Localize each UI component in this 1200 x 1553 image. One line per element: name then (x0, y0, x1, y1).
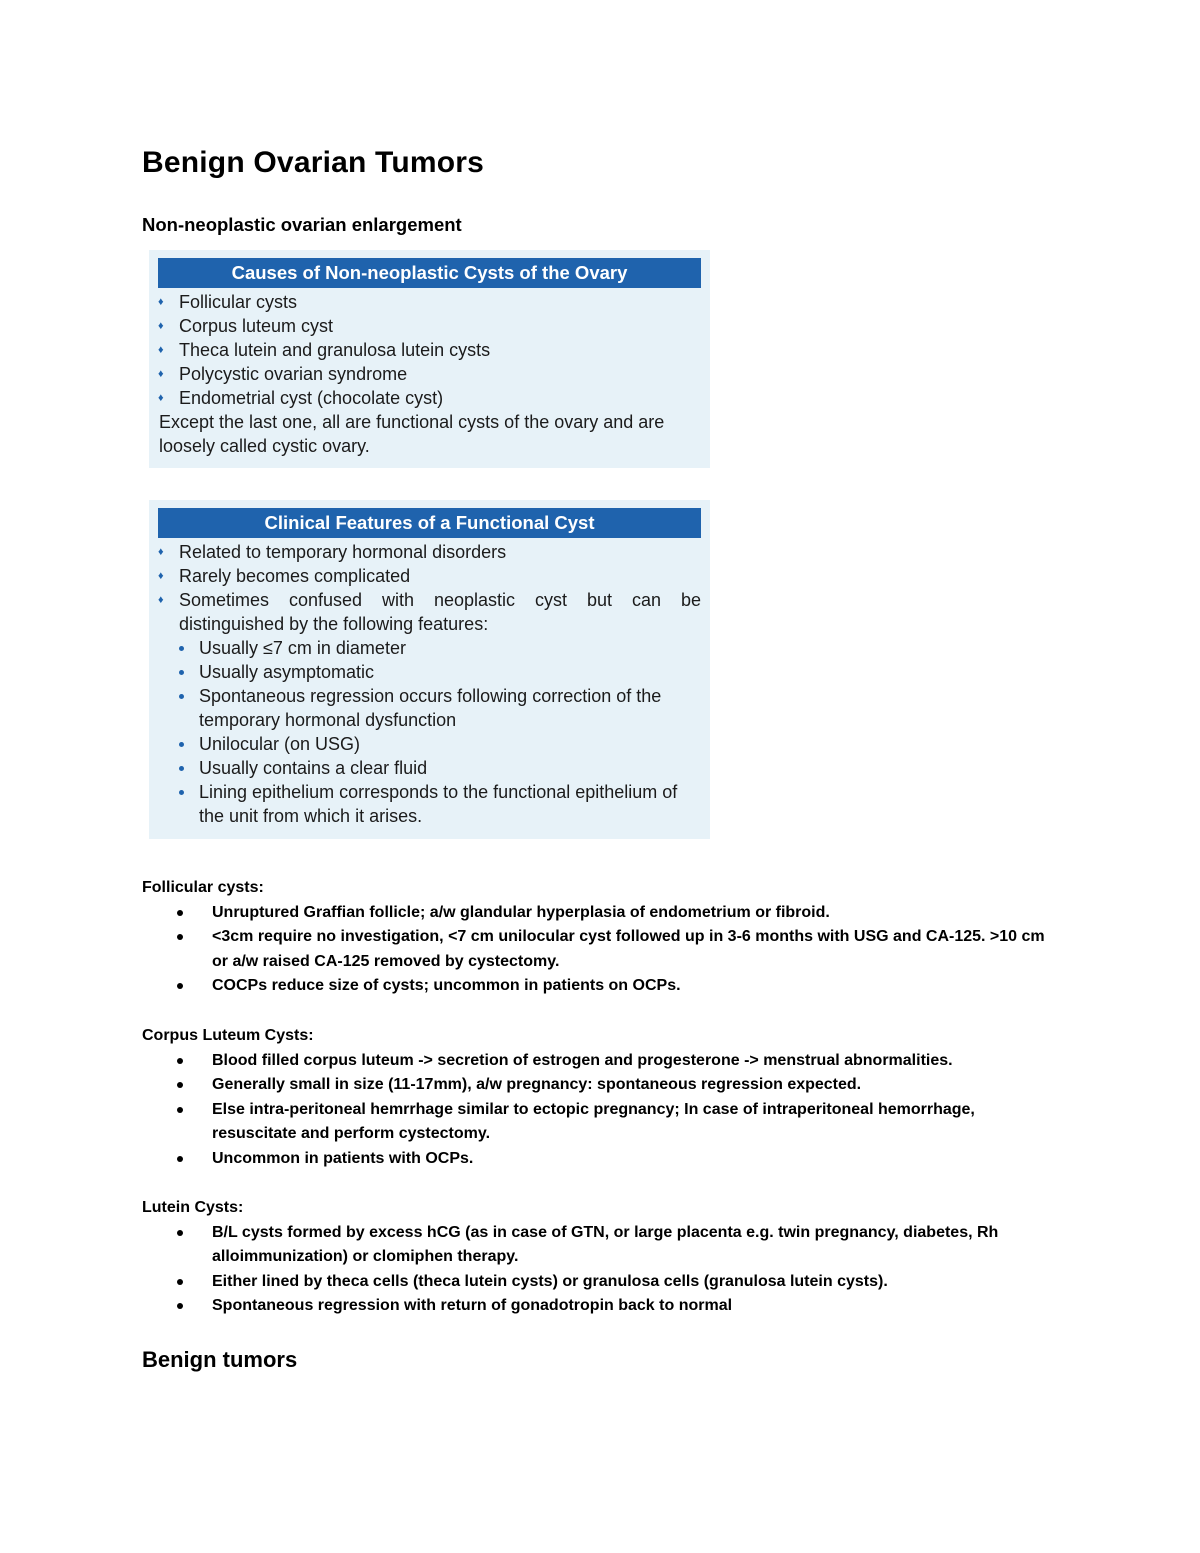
list-item: ♦ Endometrial cyst (chocolate cyst) (158, 386, 701, 410)
bullet-list (142, 1221, 1062, 1319)
section-title: Follicular cysts: (142, 879, 264, 896)
lutein-cysts-section (142, 1196, 1062, 1319)
list-item: ♦ Theca lutein and granulosa lutein cysts (158, 338, 701, 362)
causes-table-heading: Causes of Non-neoplastic Cysts of the Ovary (158, 258, 701, 288)
list-item: ♦ Polycystic ovarian syndrome (158, 362, 701, 386)
section-title: Corpus Luteum Cysts: (142, 1027, 314, 1044)
bullet-list (142, 1049, 1062, 1172)
list-item: Uncommon in patients with OCPs. (142, 1147, 1062, 1172)
list-item: Else intra-peritoneal hemrrhage similar to ectopic pregnancy; In case of intraperitoneal hemorrhage, resuscitate and perform cystectomy. (142, 1098, 1062, 1147)
list-item: Generally small in size (11-17mm), a/w pregnancy: spontaneous regression expected. (142, 1073, 1062, 1098)
section-heading-non-neoplastic: Non-neoplastic ovarian enlargement (142, 214, 462, 235)
sub-list-item: Usually contains a clear fluid (158, 756, 701, 780)
sub-list-item: Usually ≤7 cm in diameter (158, 636, 701, 660)
bullet-list (142, 901, 1062, 999)
list-item: ♦ Corpus luteum cyst (158, 314, 701, 338)
list-item: Spontaneous regression with return of gonadotropin back to normal (142, 1294, 1062, 1319)
clinical-features-heading: Clinical Features of a Functional Cyst (158, 508, 701, 538)
causes-list (158, 290, 701, 410)
sub-list-item: Usually asymptomatic (158, 660, 701, 684)
list-item: ♦ Related to temporary hormonal disorders (158, 540, 701, 564)
list-item: Blood filled corpus luteum -> secretion of estrogen and progesterone -> menstrual abnormalities. (142, 1049, 1062, 1074)
list-item: ♦ Rarely becomes complicated (158, 564, 701, 588)
list-item: COCPs reduce size of cysts; uncommon in patients on OCPs. (142, 974, 1062, 999)
section-title: Lutein Cysts: (142, 1199, 244, 1216)
clinical-features-figure (149, 500, 710, 839)
list-item: ♦ Follicular cysts (158, 290, 701, 314)
sub-list-item: Spontaneous regression occurs following correction of the temporary hormonal dysfunction (158, 684, 701, 732)
list-item: <3cm require no investigation, <7 cm unilocular cyst followed up in 3-6 months with USG and CA-125. >10 cm or a/w raised CA-125 removed by cystectomy. (142, 925, 1062, 974)
list-item: B/L cysts formed by excess hCG (as in case of GTN, or large placenta e.g. twin pregnancy, diabetes, Rh alloimmunization) or clomiphen therapy. (142, 1221, 1062, 1270)
clinical-features-list (158, 540, 701, 828)
sub-list-item: Lining epithelium corresponds to the functional epithelium of the unit from which it arises. (158, 780, 701, 828)
follicular-cysts-section (142, 876, 1062, 999)
list-item: Unruptured Graffian follicle; a/w glandular hyperplasia of endometrium or fibroid. (142, 901, 1062, 926)
sub-list-item: Unilocular (on USG) (158, 732, 701, 756)
list-item: ♦ Sometimes confused with neoplastic cyst but can be distinguished by the following features: (158, 588, 701, 636)
causes-note: Except the last one, all are functional cysts of the ovary and are loosely called cystic ovary. (159, 412, 665, 456)
causes-table-figure (149, 250, 710, 468)
list-item: Either lined by theca cells (theca lutein cysts) or granulosa cells (granulosa lutein cysts). (142, 1270, 1062, 1295)
corpus-luteum-section (142, 1024, 1062, 1171)
page-title: Benign Ovarian Tumors (142, 146, 485, 179)
section-heading-benign-tumors: Benign tumors (142, 1347, 298, 1372)
